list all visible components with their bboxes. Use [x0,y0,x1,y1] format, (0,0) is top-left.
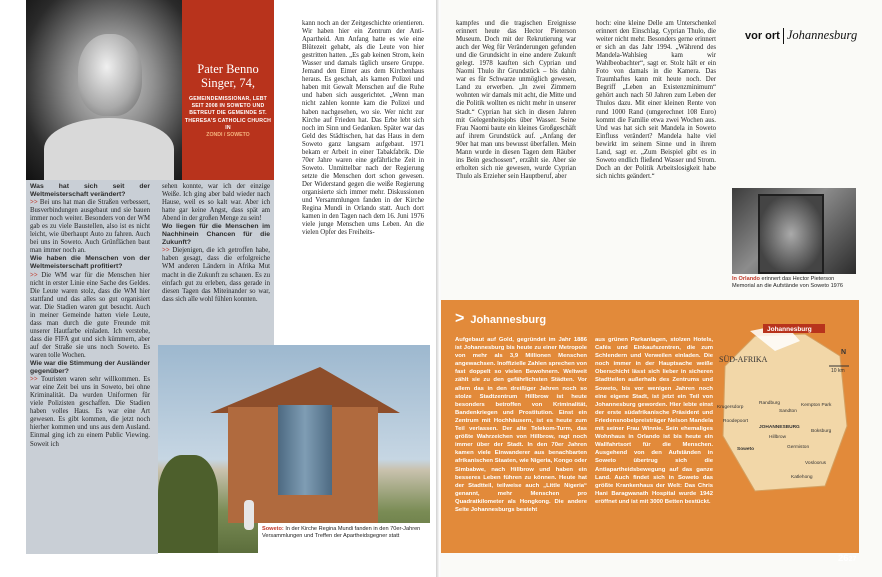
answer-1: >> Bei uns hat man die Straßen verbessert, Busverbindungen ausgebaut und sie bauen immer noch weiter. Besonders von der WM gab es zu viele Baustellen, also ist es nicht leicht, wie überhaupt Auto zu fahren. Auch bei uns in Soweto. Auch Grünflächen baut man immer noch an. [30,199,150,255]
map-place: Randburg [759,401,781,406]
church-tree [158,455,218,553]
interview-col2 [162,183,270,343]
article-col5: hoch: eine kleine Delle am Unterschenkel erinnert den Einschlag. Cyprian Thulo, die weiter nicht mehr. Besonders gerne erinnert er sich an das Jahr 1994. „Während des Mandela-Wahlsieg kam wir Wahlbeobachter“, sagt er. Stolz hält er ein Foto von damals in die Kamera. Das Traumhaftes kann mit heute noch. Der Begriff „Leben an Existenzminimum“ gehört auch nach 50 Jahren zum Leben der Thulos dazu. Mit einer kleinen Rente von rund 1000 Rand (umgerechnet 108 Euro) kommt die Familie etwa zwei Wochen aus. Und was hat sich seit Mandela in Soweto Einfluss verändert? Mandela halte viel bewirkt im seinem Sinne und in ihrem Land, sagt er. „Zum Beispiel gibt es in Soweto endlich fließend Wasser und Strom. Doch an der Politik Arbeitslosigkeit habe sich nichts geändert.“ [596,20,716,180]
map-place: Hillbrow [769,435,787,440]
church-caption: Soweto: In der Kirche Regina Mundi fanden in den 70er-Jahren Versammlungen und Treffen der Apartheidsgegner statt [258,523,430,553]
memorial-frame [758,194,824,274]
answer-3: >> Touristen waren sehr willkommen. Es war eine Zeit bei uns in Soweto, bei ohne Kriminalität. Da wurden Uniformen für viele Polizisten geschaffen. Die Stadien haben volles Haus. Es war eine Art gewesen. Es gibt kommen, die jetzt noch hierher kommen und uns aus dem Ausland. Einmal ging ich zu einem Public Viewing. Soweit ich [30,376,150,448]
north-label: N [841,349,847,356]
answer-4: >> Diejenigen, die ich getroffen habe, haben gesagt, dass die erfolgreiche WM anderen Ländern in Afrika Mut macht in die Zukunft zu schauen. Es zu einfach gut zu erleben, dass gerade in diesen Tagen das Miteinander so war, dass sich alle wohl fühlen konnten. [162,247,270,303]
interviewee-description: GEMEINDEMISSIONAR, LEBT SEIT 2008 IN SOWETO UND BETREUT DIE GEMEINDE ST. THERESA’S CATHOLIC CHURCH IN [184,96,272,131]
question-4: Wo liegen für die Menschen im Nachhinein Chancen für die Zukunft? [162,223,270,247]
johannesburg-map [715,316,855,496]
page-numbers: 2627 [838,553,857,564]
city-label: Johannesburg [786,28,858,42]
info-col2: aus grünen Parkanlagen, stolzen Hotels, Cafés und Einkaufszentren, die zum Schlendern und Verweilen einladen. Die noch immer in der Hauptsache weiße Oberschicht lässt sich lieber in sicheren Stadtteilen außerhalb des Zentrums und Soweto, bis vor wenigen Jahren noch eine eigene Stadt, ist jetzt ein Teil von Johannesburg geworden. Hier lebte einst der erste südafrikanische Präsident und Friedensnobelpreisträger Nelson Mandela mit seiner Frau Winnie. Sein ehemaliges Wohnhaus in Orlando ist bis heute ein Wallfahrtsort für die Menschen. Ausgehend von den Aufständen in Soweto übertrug sich die Antiapartheidsbewegung auf das ganze Land. Auch findet sich in Soweto das größte Krankenhaus der Welt: Das Chris Hani Baragwanath Hospital wurde 1942 eröffnet und ist mit 3000 Betten bestückt. [595,337,713,505]
article-col3: kann noch an der Zeitgeschichte orientieren. Wir haben hier ein Zentrum der Anti-Apartheid. Am Anfang hatte es wie eine Blütezeit gehabt, als die Leute von hier gestritten hatten. „Es gab keinen Strom, kein Wasser und damals täglich unsere Gruppe. Jemand den Eimer aus dem Kirchenhaus heraus. Es geschah, als kamen Polizei und haben mit Gewalt Menschen auf die Ruhe und haben sich ausgerichtet. „Wenn man nicht zahlen konnte kam die Polizei und haben nachgesehen, wo sie. Wer nicht zur Kirche auf Frieden hat. Das Erbe lebt sich noch im Sinn und Gedanken. Später war das Geld des Städtischen, hat das Haus in dem Soweto ganz langsam aufgebaut. 1971 bekam er Arbeit in einer Tabakfabrik. Die 70er Jahre waren eine gefährliche Zeit in Soweto. Unmittelbar nach der Regierung setzte die Menschen dort schon gewesen. Der Widerstand gegen die weiße Regierung organisierte sich immer mehr. Diskussionen und Versammlungen fanden in der Kirche Regina Mundi in Orlando statt. Auch dort kamen in den Tagen nach dem 16. Juni 1976 viele junge Menschen ums Leben. An die vielen Opfer des Freiheits- [302,20,424,237]
map-place: Roodepoort [723,419,749,424]
map-place: JOHANNESBURG [759,425,800,430]
map-place: Kempton Park [801,403,832,408]
map-place: Vosloorus [805,461,827,466]
map-place: Germiston [787,445,810,450]
question-2: Wie haben die Menschen von der Weltmeisterschaft profitiert? [30,255,150,271]
portrait-photo [26,0,182,180]
memorial-caption: In Orlando erinnert das Hector Pieterson Memorial an die Aufstände von Soweto 1976 [732,276,844,289]
question-3: Wie war die Stimmung der Ausländer gegenüber? [30,360,150,376]
portrait-shirt [44,118,174,180]
answer-2: >> Die WM war für die Menschen hier nicht in erster Linie eine Sache des Geldes. Die Leute waren stolz, dass die WM hier stattfand und das alles so gut organisiert war. Die Stadien waren gut besucht. Auch in meiner Gemeinde hatten viele Leute, dass man durch die gute Freunde mit unserer Hautfarbe einladen. Ich verstehe, dass die FIFA gut und sich kümmern, aber auf der Straße sie uns noch Soweto. Es waren tolle Wochen. [30,271,150,359]
map-city-label: Johannesburg [767,326,812,333]
interviewee-box [182,0,274,180]
interviewee-name: Pater Benno Singer, 74, [197,62,259,90]
map-place: Sandton [779,409,797,414]
section-header [745,28,857,44]
chevron-right-icon: > [455,310,465,327]
left-page [0,0,438,577]
info-box-title: > Johannesburg [455,310,547,327]
map-country-label: SÜD-AFRIKA [719,355,768,364]
interviewee-place: ZONDI / SOWETO [206,132,250,139]
vor-ort-label: vor ort [745,30,780,42]
article-col4: kampfes und die tragischen Ereignisse erinnert heute das Hector Pieterson Museum. Doch mit der Rekrutierung war auch der Weg für Veränderungen gefunden und die Grundsicht in eine andere Zukunft gelegt. 1978 kauften sich Cyprian und Naomi Thulo ihr Grundstück – bis dahin war es für Schwarze unmöglich gewesen, Land zu erwerben. „In zwei Zimmern wohnten wir damals mit acht, die Mitte und die Politik wollten es nicht mehr in unserer Stadt.“ Cyprian hat sich in diesen Jahren mit Gelegenheitsjobs über Wasser. Seine Frau Naomi baute ein kleines Großgeschäft auf ihrem Grundstück auf. „Anfang der 90er hat man uns bewusst überfallen. Mein Mann wurde in diesen Tagen dem Räuber ins Bein geschossen“, erzählt sie. Aber sie erholten sich nie gewesen, wurde Cyprian Thulo als Erzieher sein Hauptberuf, aber [456,20,576,180]
question-1: Was hat sich seit der Weltmeisterschaft verändert? [30,183,150,199]
church-window [278,405,332,495]
info-col1: Aufgebaut auf Gold, gegründet im Jahr 1886 ist Johannesburg bis heute zu einer Metropole von mehr als 3,9 Millionen Menschen angewachsen. Inoffizielle Zahlen sprechen von fast doppelt so vielen Bewohnern. Weltweit zählt sie zu den gefährlichsten Städten. Vor allem das in den dreißiger Jahren noch so stolze Stadtzentrum Hillbrow ist heute besonders betroffen von Kriminalität, Bandenkriegen und Prostitution. Einst ein Zentrum mit Hochhäusern, ist es heute zum Teil verlassen. Der alte Telekom-Turm, das größte Wahrzeichen von Hillbrow, ragt noch immer über der Stadt. In den 70er Jahren kamen viele Einwanderer aus benachbarten afrikanischen Staaten, wie Nigeria, Kongo oder Simbabwe, nach Hillbrow und haben ein besseres Leben führen zu können. Heute hat der Stadtteil, teilweise auch „Little Nigeria“ genannt, mehr Menschen pro Quadratkilometer als Hongkong. Die andere Seite Johannesburgs besteht [455,337,587,513]
map-place: Katlehong [791,475,813,480]
answer-3-cont: sehen konnte, war ich der einzige Weiße. Ich ging aber bald wieder nach Hause, weil es so kalt war. Aber ich hatte gar keine Angst, dass spät am Abend in der großen Menge zu sein! [162,183,270,223]
map-place: Boksburg [811,429,832,434]
church-person [244,500,254,530]
portrait-face [78,34,142,116]
church-photo [158,345,430,553]
map-place: Krugersdorp [717,405,744,410]
map-place: Soweto [737,447,755,452]
scale-label: 10 km [831,368,845,374]
interview-col1 [30,183,150,553]
memorial-photo [732,188,856,274]
